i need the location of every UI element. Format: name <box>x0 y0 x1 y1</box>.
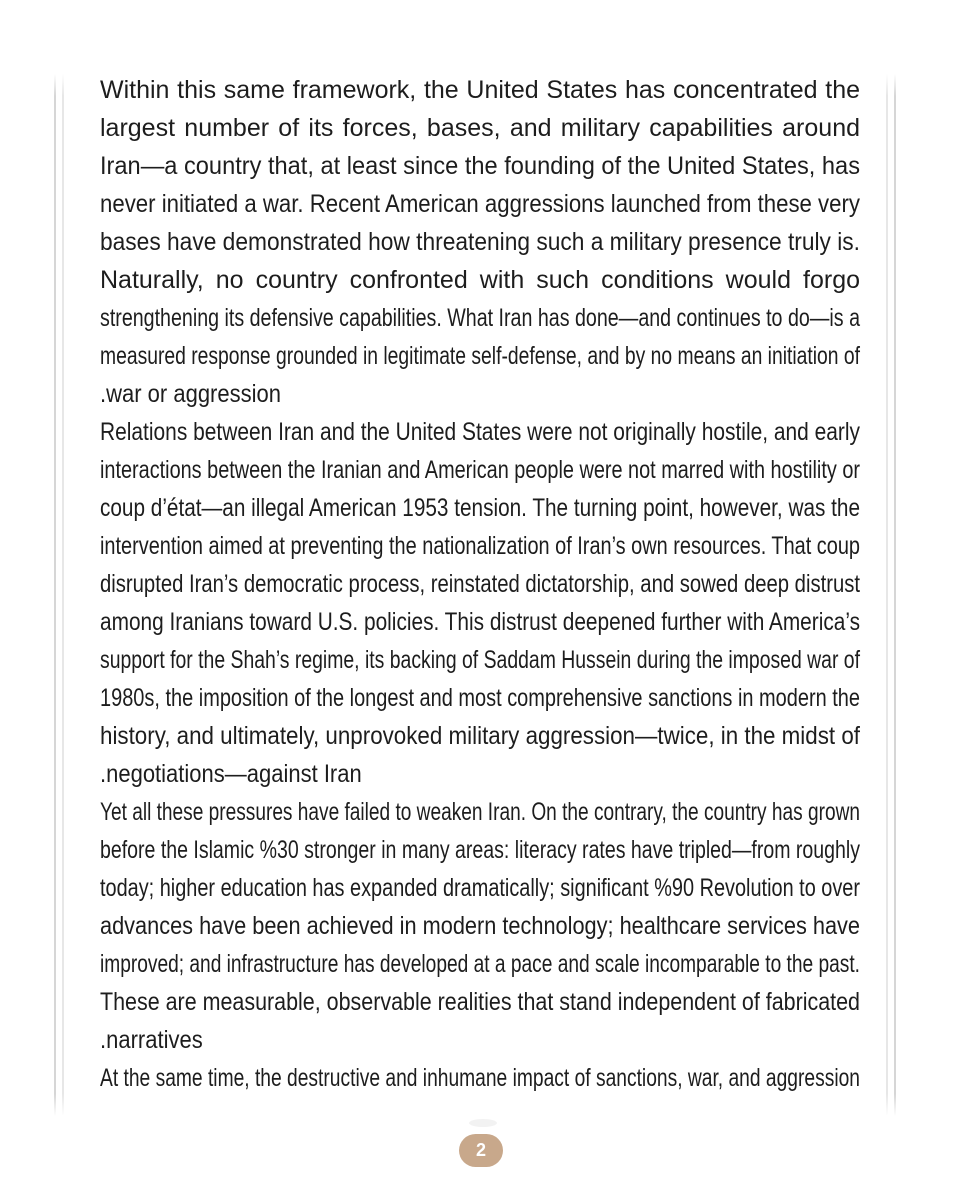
text-line: .war or aggression <box>100 380 281 408</box>
page-edge-line-left-outer <box>54 74 56 1116</box>
paragraph <box>100 71 860 413</box>
text-line: Yet all these pressures have failed to weaken Iran. On the contrary, the country has grown <box>100 798 860 826</box>
text-line: coup d’état—an illegal American 1953 tension. The turning point, however, was the <box>100 494 860 522</box>
text-line: 1980s, the imposition of the longest and most comprehensive sanctions in modern the <box>100 684 860 712</box>
text-line: Within this same framework, the United States has concentrated the <box>100 76 860 104</box>
text-line: never initiated a war. Recent American aggressions launched from these very <box>100 190 860 218</box>
page-curl-shadow <box>469 1119 497 1127</box>
text-line: These are measurable, observable realities that stand independent of fabricated <box>100 988 860 1016</box>
text-line: Naturally, no country confronted with such conditions would forgo <box>100 266 860 294</box>
text-line: today; higher education has expanded dramatically; significant %90 Revolution to over <box>100 874 860 902</box>
text-line: measured response grounded in legitimate self-defense, and by no means an initiation of <box>100 342 860 370</box>
text-line: .narratives <box>100 1026 203 1054</box>
page-edge-line-right-outer <box>894 74 896 1116</box>
paragraph <box>100 1059 860 1097</box>
text-line: support for the Shah’s regime, its backing of Saddam Hussein during the imposed war of <box>100 646 860 674</box>
page-number: 2 <box>475 1140 486 1160</box>
text-line: Iran—a country that, at least since the founding of the United States, has <box>100 152 860 180</box>
page-number-badge <box>459 1134 503 1167</box>
page-edge-line-right-inner <box>886 74 888 1116</box>
text-line: before the Islamic %30 stronger in many areas: literacy rates have tripled—from roughly <box>100 836 860 864</box>
text-line: bases have demonstrated how threatening such a military presence truly is. <box>100 228 860 256</box>
text-line: history, and ultimately, unprovoked military aggression—twice, in the midst of <box>100 722 860 750</box>
text-line: intervention aimed at preventing the nationalization of Iran’s own resources. That coup <box>100 532 860 560</box>
text-line: largest number of its forces, bases, and military capabilities around <box>100 114 860 142</box>
text-line: At the same time, the destructive and inhumane impact of sanctions, war, and aggression <box>100 1064 860 1092</box>
text-line: Relations between Iran and the United States were not originally hostile, and early <box>100 418 860 446</box>
page-text-block <box>100 71 860 1097</box>
text-line: disrupted Iran’s democratic process, reinstated dictatorship, and sowed deep distrust <box>100 570 860 598</box>
page-edge-line-left-inner <box>62 74 64 1116</box>
text-line: among Iranians toward U.S. policies. This distrust deepened further with America’s <box>100 608 860 636</box>
paragraph <box>100 793 860 1059</box>
text-line: strengthening its defensive capabilities. What Iran has done—and continues to do—is a <box>100 304 860 332</box>
text-line: interactions between the Iranian and American people were not marred with hostility or <box>100 456 860 484</box>
text-line: improved; and infrastructure has developed at a pace and scale incomparable to the past. <box>100 950 860 978</box>
text-line: advances have been achieved in modern technology; healthcare services have <box>100 912 860 940</box>
text-line: .negotiations—against Iran <box>100 760 362 788</box>
paragraph <box>100 413 860 793</box>
